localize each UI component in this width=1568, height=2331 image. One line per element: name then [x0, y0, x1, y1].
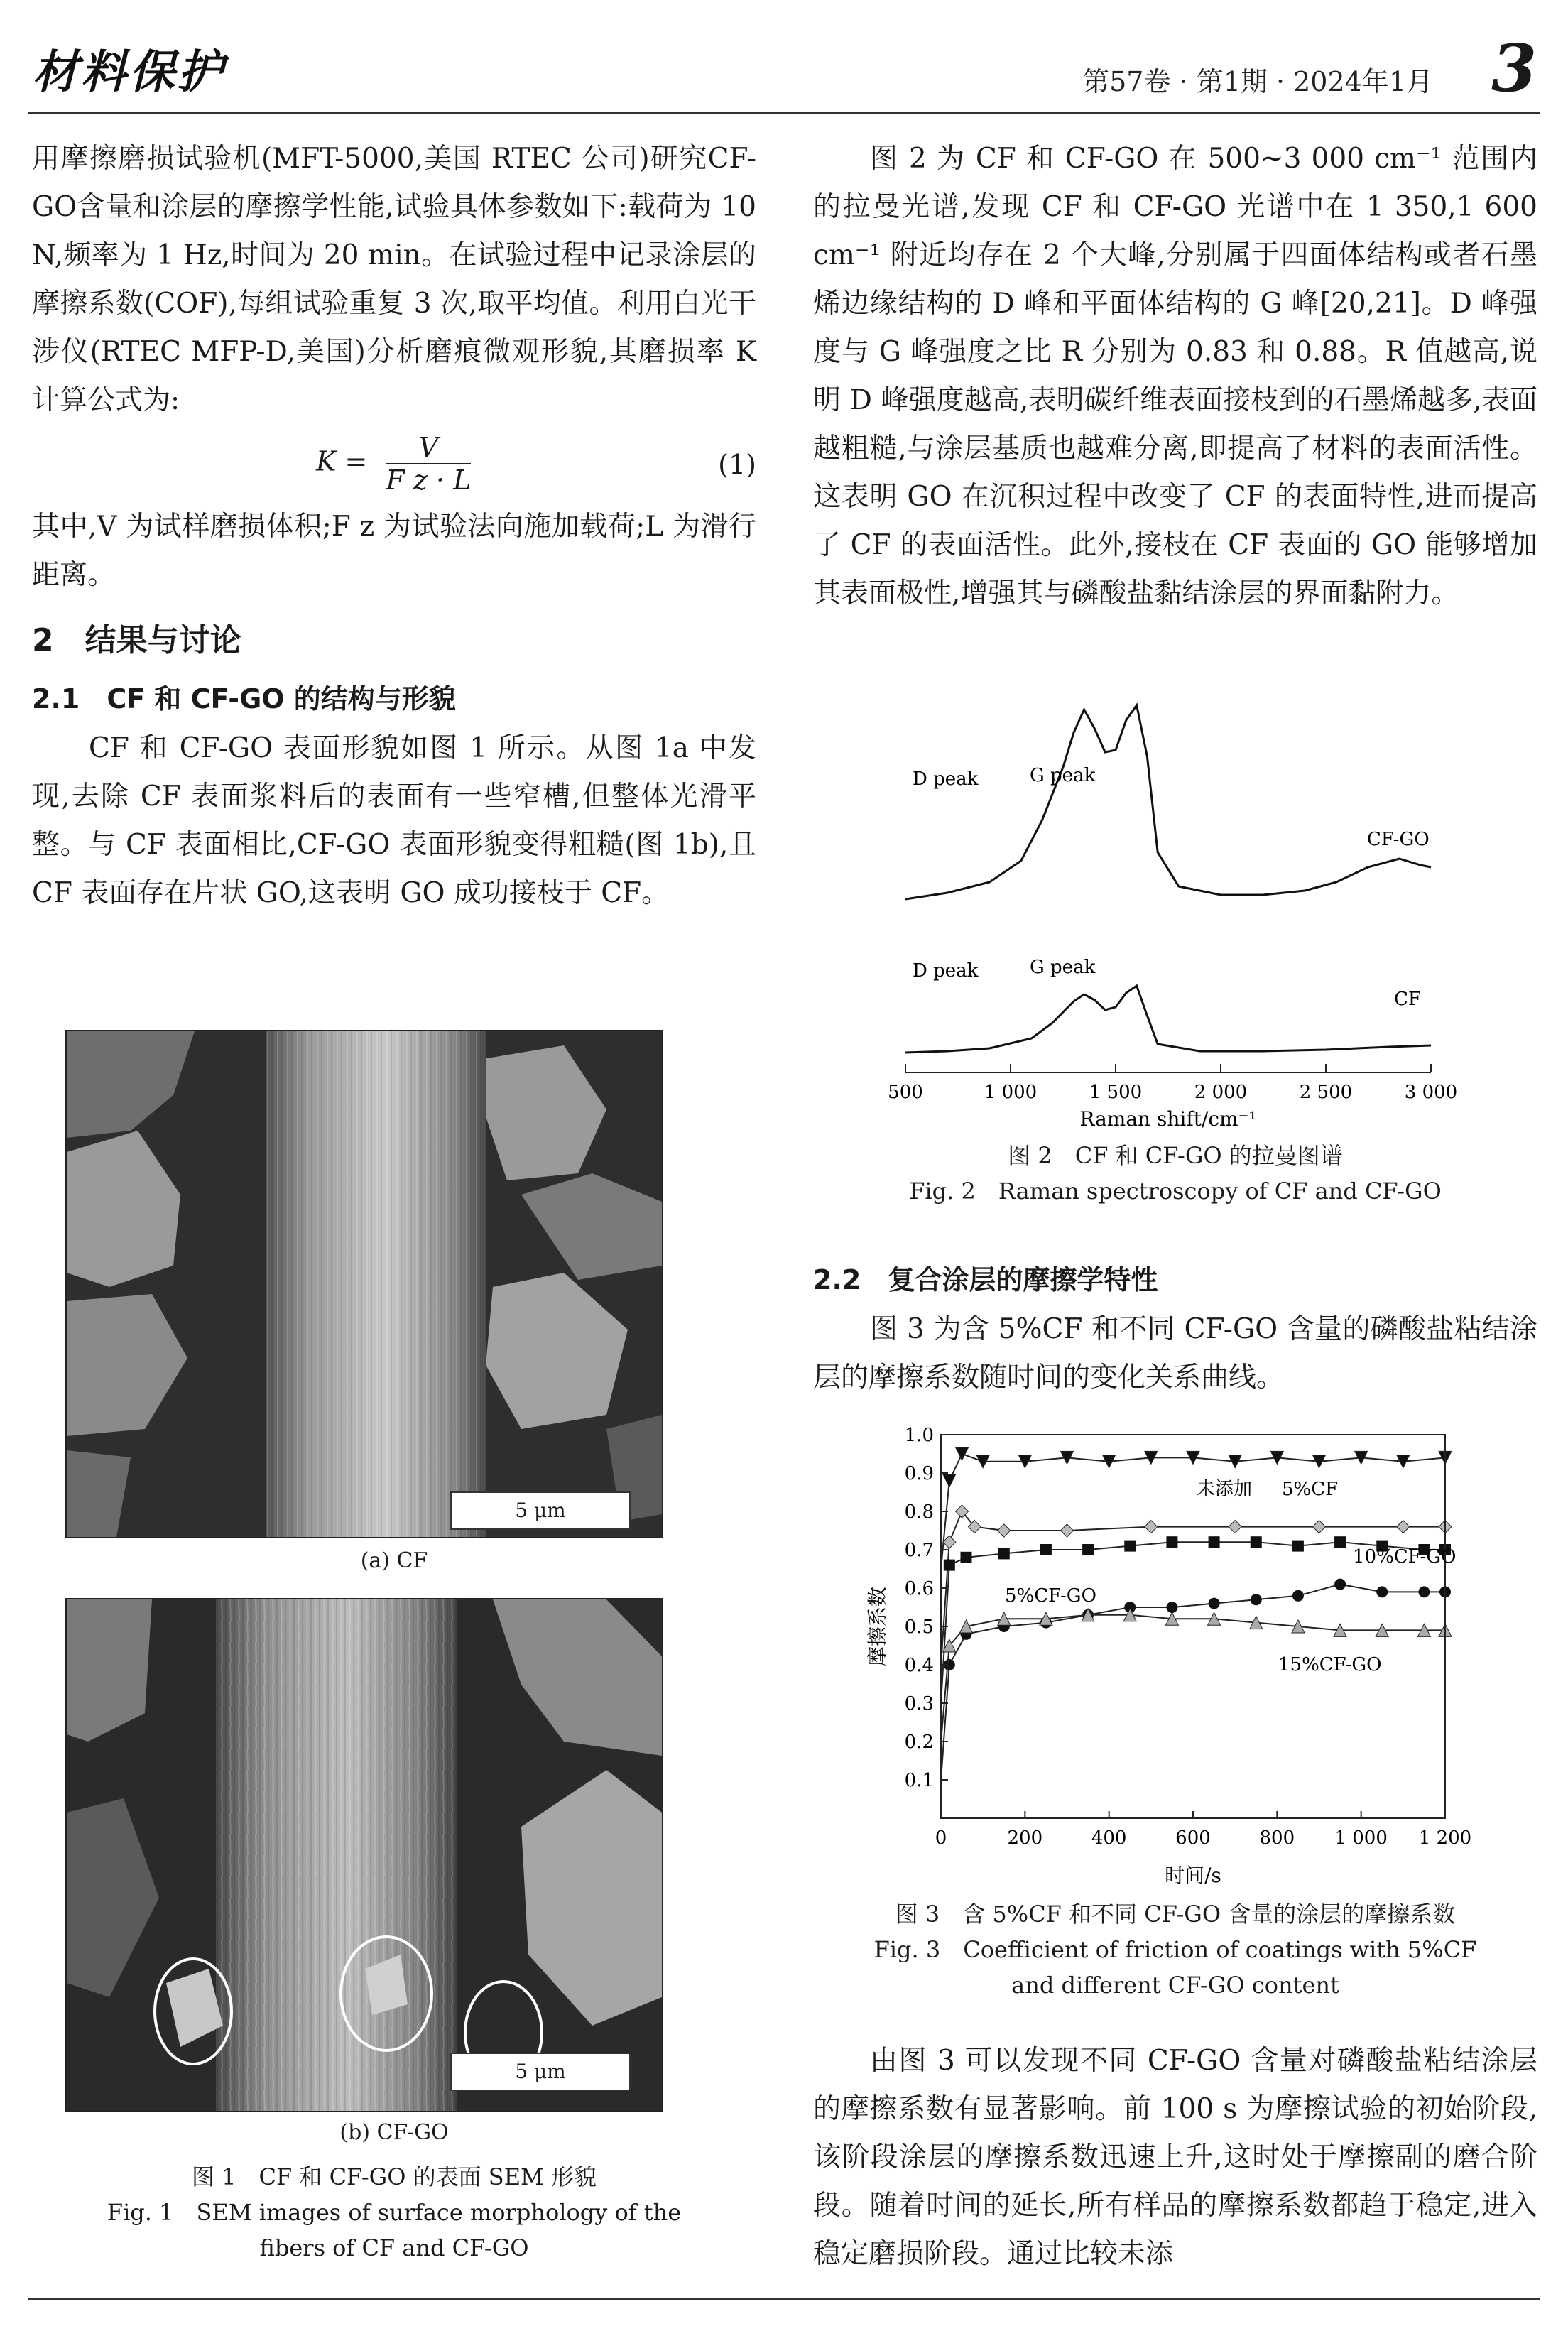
y-axis-title: 摩擦系数 [866, 1586, 889, 1667]
journal-logo: 材料保护 [33, 45, 226, 99]
sem-image-cf [65, 1030, 663, 1538]
paragraph: 其中,V 为试样磨损体积;F z 为试验法向施加载荷;L 为滑行距离。 [32, 511, 756, 591]
series-line [941, 1585, 1445, 1780]
data-point [1334, 1579, 1346, 1590]
series-label: 5%CF [1282, 1479, 1339, 1500]
y-tick-label: 0.2 [904, 1732, 934, 1753]
data-point [1334, 1536, 1346, 1548]
data-point [1418, 1586, 1430, 1597]
page-header [28, 28, 1540, 114]
sem-image-cf-go [65, 1598, 663, 2112]
paragraph: 由图 3 可以发现不同 CF-GO 含量对磷酸盐粘结涂层的摩擦系数有显著影响。前 100 s 为摩擦试验的初始阶段,该阶段涂层的摩擦系数迅速上升,这时处于摩擦副的磨合阶段。随着时间的延长,所有样品的摩擦系数都趋于稳定,进入稳定磨损阶段。通过比较未添 [813, 2045, 1537, 2270]
caption-cn: 图 1 CF 和 CF-GO 的表面 SEM 形貌 [192, 2163, 597, 2190]
data-point [1209, 1598, 1220, 1609]
section-heading: 2 结果与讨论 [32, 622, 241, 658]
header-rule [28, 112, 1540, 114]
data-point [960, 1620, 973, 1633]
equation-body [316, 432, 471, 496]
cof-marks [905, 1425, 1472, 1849]
series-label: 10%CF-GO [1353, 1546, 1457, 1567]
data-point [961, 1552, 972, 1563]
paragraph: 用摩擦磨损试验机(MFT-5000,美国 RTEC 公司)研究CF-GO含量和涂层的摩擦学性能,试验具体参数如下:载荷为 10 N,频率为 1 Hz,时间为 20 min。在试验过程中记录涂层的摩擦系数(COF),每组试验重复 3 次,取平均值。利用白光干涉仪(RTEC MFP-D,美国)分析磨痕微观形貌,其磨损率 K 计算公式为: [32, 143, 756, 416]
data-point [956, 1447, 969, 1460]
y-tick-label: 0.8 [904, 1501, 934, 1523]
annotation-label: G peak [1030, 765, 1096, 786]
equation-lhs: K = [316, 445, 368, 477]
fraction [386, 432, 471, 496]
scale-bar-b: 5 μm [450, 2053, 631, 2091]
footer-rule [28, 2298, 1540, 2300]
equation-number: (1) [718, 449, 756, 480]
equation-1 [32, 425, 756, 503]
plot-frame [941, 1435, 1445, 1818]
paragraph: 图 3 为含 5%CF 和不同 CF-GO 含量的磷酸盐粘结涂层的摩擦系数随时间的变化关系曲线。 [813, 1313, 1537, 1393]
data-point [1229, 1521, 1241, 1533]
data-point [1313, 1521, 1326, 1533]
section-2-2 [813, 1250, 1537, 1402]
data-point [943, 1536, 956, 1548]
data-point [1166, 1536, 1177, 1548]
figure-2 [813, 675, 1537, 1205]
data-point [943, 1474, 956, 1487]
caption-cn: 图 2 CF 和 CF-GO 的拉曼图谱 [1008, 1142, 1343, 1169]
x-tick-label: 200 [1007, 1827, 1043, 1849]
x-tick-label: 400 [1091, 1827, 1127, 1849]
annotation-label: D peak [913, 960, 979, 982]
figure-3 [813, 1413, 1537, 2017]
caption-en: Fig. 1 SEM images of surface morphology of the [107, 2199, 682, 2226]
data-point [1145, 1521, 1158, 1533]
y-tick-label: 0.5 [904, 1617, 934, 1638]
y-tick-label: 0.4 [904, 1655, 934, 1676]
x-axis-title: Raman shift/cm⁻¹ [1079, 1107, 1257, 1129]
annotation-label: CF [1394, 989, 1421, 1010]
fraction-numerator: V [386, 432, 471, 464]
x-tick-label: 0 [935, 1827, 947, 1849]
figure-1a-label: (a) CF [360, 1548, 428, 1573]
data-point [998, 1548, 1010, 1559]
data-point [1209, 1536, 1220, 1548]
x-tick-label: 1 500 [1089, 1082, 1143, 1103]
x-tick-label: 800 [1259, 1827, 1295, 1849]
x-tick-label: 2 500 [1299, 1082, 1353, 1103]
y-tick-label: 0.3 [904, 1693, 934, 1715]
data-point [1061, 1524, 1074, 1537]
data-point [1040, 1544, 1052, 1555]
caption-en: Fig. 3 Coefficient of friction of coatings with 5%CF [873, 1936, 1477, 1963]
raman-chart [813, 675, 1537, 1129]
annotation-label: CF-GO [1367, 829, 1430, 850]
x-tick-label: 1 000 [1334, 1827, 1388, 1849]
data-point [1397, 1521, 1410, 1533]
series-label: 未添加 [1197, 1479, 1253, 1500]
y-tick-label: 1.0 [904, 1425, 934, 1446]
x-tick-label: 2 000 [1194, 1082, 1248, 1103]
x-axis-title: 时间/s [1165, 1864, 1221, 1887]
paragraph: 图 2 为 CF 和 CF-GO 在 500~3 000 cm⁻¹ 范围内的拉曼光谱,发现 CF 和 CF-GO 光谱中在 1 350,1 600 cm⁻¹ 附近均存在 2 个大峰,分别属于四面体结构或者石墨烯边缘结构的 D 峰和平面体结构的 G 峰[20,21]。D 峰强度与 G 峰强度之比 R 分别为 0.83 和 0.88。R 值越高,说明 D 峰强度越高,表明碳纤维表面接枝到的石墨烯越多,表面越粗糙,与涂层基质也越难分离,即提高了材料的表面活性。这表明 GO 在沉积过程中改变了 CF 的表面特性,进而提高了 CF 的表面活性。此外,接枝在 CF 表面的 GO 能够增加其表面极性,增强其与磷酸盐黏结涂层的界面黏附力。 [813, 143, 1537, 609]
series-line-cf [905, 986, 1431, 1053]
y-tick-label: 0.9 [904, 1463, 934, 1484]
series-label: 5%CF-GO [1005, 1585, 1096, 1607]
x-tick-label: 600 [1175, 1827, 1211, 1849]
caption-cn: 图 3 含 5%CF 和不同 CF-GO 含量的涂层的摩擦系数 [895, 1901, 1456, 1928]
y-tick-label: 0.6 [904, 1578, 934, 1599]
raman-marks [888, 705, 1457, 1103]
x-tick-label: 1 200 [1418, 1827, 1472, 1849]
subsection-heading: 2.2 复合涂层的摩擦学特性 [813, 1264, 1158, 1295]
x-tick-label: 3 000 [1404, 1082, 1458, 1103]
x-tick-label: 500 [888, 1082, 923, 1103]
discussion-block [813, 2037, 1537, 2278]
data-point [1124, 1541, 1136, 1552]
series-label: 15%CF-GO [1278, 1654, 1382, 1675]
data-point [1166, 1602, 1177, 1613]
issue-info: 第57卷 · 第1期 · 2024年1月 [1082, 66, 1433, 97]
annotation-label: G peak [1030, 957, 1096, 978]
data-point [1292, 1541, 1304, 1552]
data-point [1292, 1590, 1304, 1602]
scale-bar-a: 5 μm [450, 1491, 631, 1530]
subsection-heading: 2.1 CF 和 CF-GO 的结构与形貌 [32, 683, 456, 714]
series-line-cf-go [905, 705, 1431, 899]
figure-1-caption [32, 2159, 756, 2266]
paragraph: CF 和 CF-GO 表面形貌如图 1 所示。从图 1a 中发现,去除 CF 表面浆料后的表面有一些窄槽,但整体光滑平整。与 CF 表面相比,CF-GO 表面形貌变得粗糙(图 1b),且 CF 表面存在片状 GO,这表明 GO 成功接枝于 CF。 [32, 732, 756, 909]
data-point [1251, 1594, 1262, 1605]
caption-en: fibers of CF and CF-GO [259, 2234, 529, 2261]
figure-3-caption [813, 1896, 1537, 2003]
page-number: 3 [1491, 30, 1537, 107]
caption-en: Fig. 2 Raman spectroscopy of CF and CF-GO [909, 1178, 1442, 1205]
data-point [1251, 1536, 1262, 1548]
y-tick-label: 0.1 [904, 1770, 934, 1791]
figure-2-caption [813, 1138, 1537, 1209]
annotation-label: D peak [913, 768, 979, 790]
sem-cf-drawing [67, 1031, 662, 1537]
right-column [813, 135, 1537, 618]
sem-cf-go-drawing [67, 1599, 662, 2111]
caption-en: and different CF-GO content [1011, 1972, 1339, 1999]
data-point [944, 1560, 955, 1571]
data-point [998, 1524, 1011, 1537]
series-line [941, 1615, 1445, 1742]
left-column [32, 135, 756, 918]
x-tick-label: 1 000 [984, 1082, 1038, 1103]
data-point [1376, 1586, 1388, 1597]
fraction-denominator: F z · L [386, 464, 472, 496]
cof-chart [813, 1413, 1537, 1896]
figure-1b-label: (b) CF-GO [339, 2120, 449, 2145]
data-point [1082, 1544, 1094, 1555]
y-tick-label: 0.7 [904, 1540, 934, 1561]
